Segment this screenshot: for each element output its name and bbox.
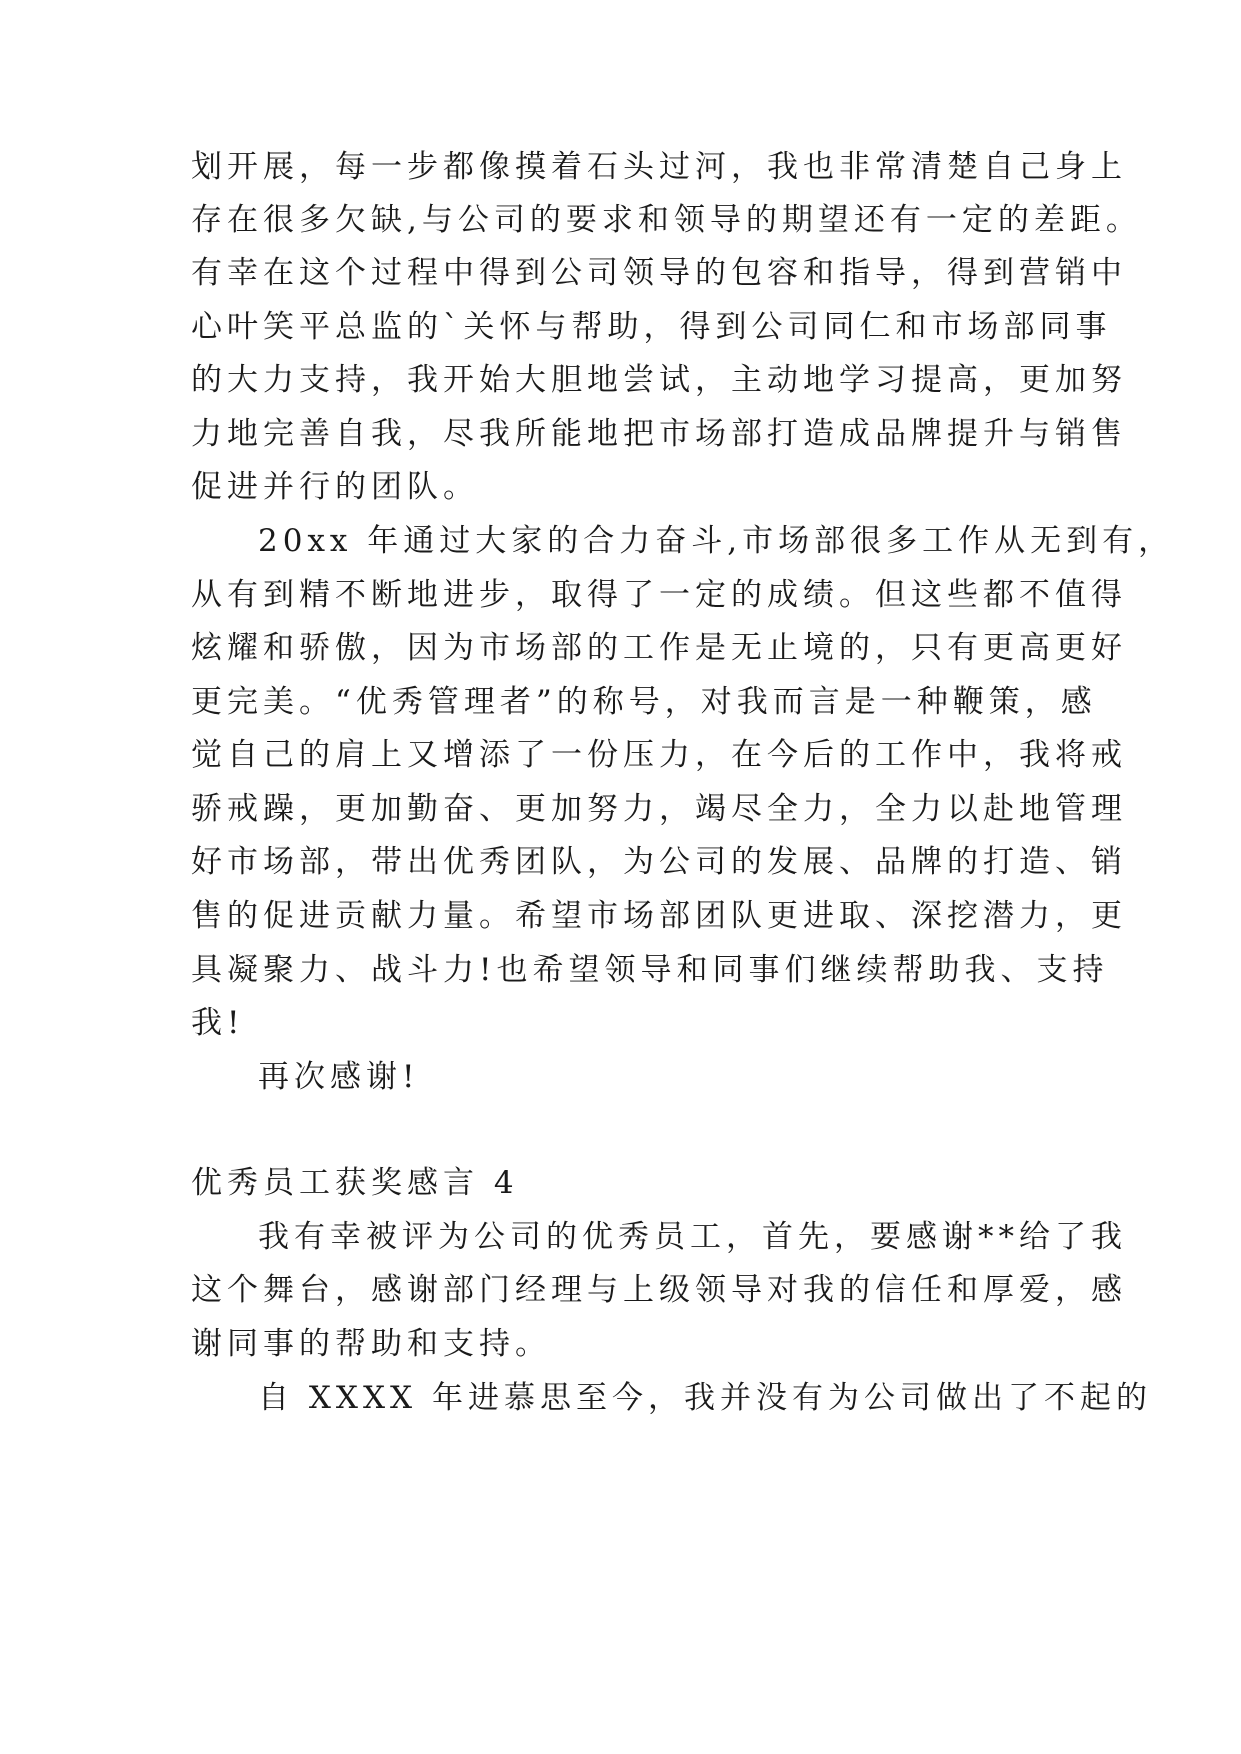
text-line: 心叶笑平总监的`关怀与帮助，得到公司同仁和市场部同事	[191, 309, 1112, 345]
paragraph-first-line: 20xx 年通过大家的合力奋斗,市场部很多工作从无到有，	[258, 523, 1175, 559]
text-line: 的大力支持，我开始大胆地尝试，主动地学习提高，更加努	[191, 362, 1127, 398]
text-line: 划开展，每一步都像摸着石头过河，我也非常清楚自己身上	[191, 149, 1127, 185]
text-line: 炫耀和骄傲，因为市场部的工作是无止境的，只有更高更好	[191, 630, 1127, 666]
paragraph-first-line: 我有幸被评为公司的优秀员工，首先，要感谢**给了我	[258, 1219, 1127, 1255]
section-heading: 优秀员工获奖感言 4	[191, 1165, 519, 1201]
text-line: 觉自己的肩上又增添了一份压力，在今后的工作中，我将戒	[191, 737, 1127, 773]
text-line: 更完美。“优秀管理者”的称号，对我而言是一种鞭策，感	[191, 684, 1097, 720]
text-line: 我!	[191, 1005, 245, 1041]
text-line: 从有到精不断地进步，取得了一定的成绩。但这些都不值得	[191, 577, 1127, 613]
text-line: 这个舞台，感谢部门经理与上级领导对我的信任和厚爱，感	[191, 1272, 1127, 1308]
text-line: 谢同事的帮助和支持。	[191, 1326, 551, 1362]
paragraph-first-line: 自 XXXX 年进慕思至今，我并没有为公司做出了不起的	[258, 1380, 1152, 1416]
text-line: 售的促进贡献力量。希望市场部团队更进取、深挖潜力，更	[191, 898, 1127, 934]
text-line: 存在很多欠缺,与公司的要求和领导的期望还有一定的差距。	[191, 202, 1142, 238]
text-line: 有幸在这个过程中得到公司领导的包容和指导，得到营销中	[191, 255, 1127, 291]
text-line: 力地完善自我，尽我所能地把市场部打造成品牌提升与销售	[191, 416, 1127, 452]
text-line: 骄戒躁，更加勤奋、更加努力，竭尽全力，全力以赴地管理	[191, 791, 1127, 827]
text-line: 促进并行的团队。	[191, 469, 479, 505]
paragraph-first-line: 再次感谢!	[258, 1059, 420, 1095]
text-line: 具凝聚力、战斗力!也希望领导和同事们继续帮助我、支持	[191, 952, 1109, 988]
text-line: 好市场部，带出优秀团队，为公司的发展、品牌的打造、销	[191, 844, 1127, 880]
